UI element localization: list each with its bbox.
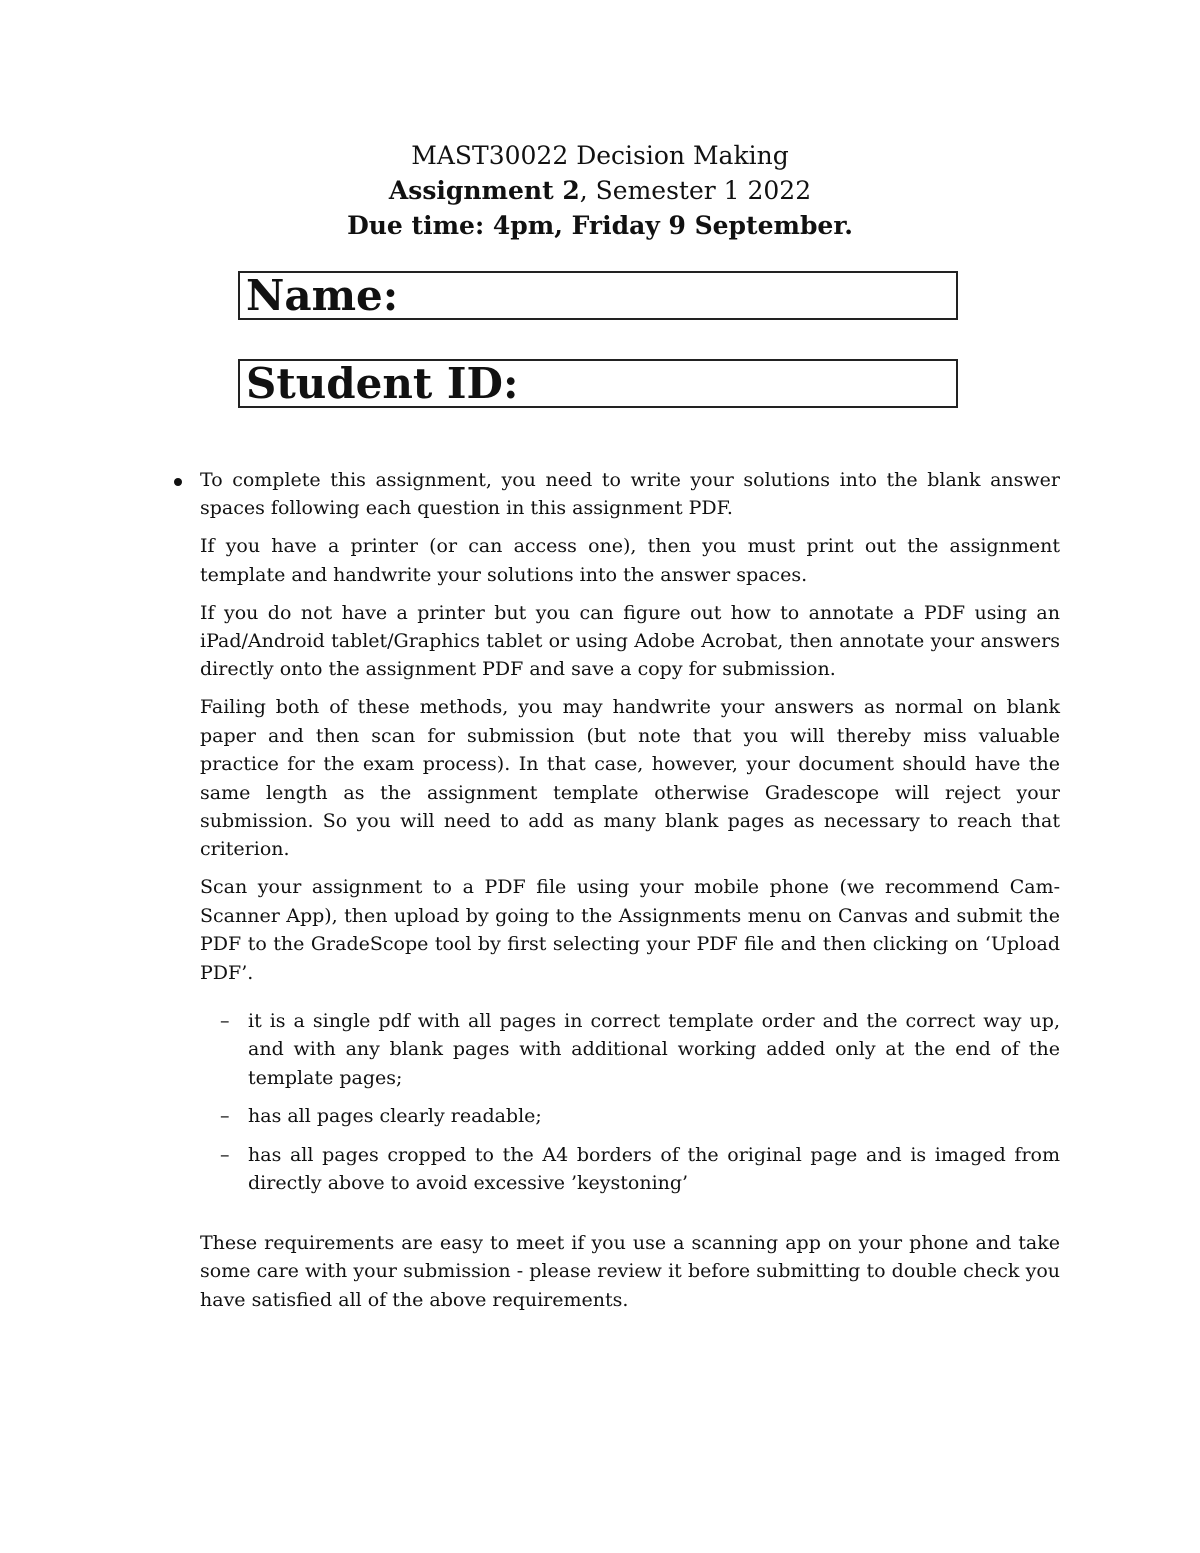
assignment-number: Assignment 2 bbox=[388, 176, 580, 205]
student-id-label: Student ID: bbox=[246, 359, 519, 408]
requirement-text: has all pages clearly readable; bbox=[248, 1105, 542, 1128]
list-item bbox=[200, 1102, 1060, 1130]
requirement-text: has all pages cropped to the A4 borders of the original page and is imaged from directly above to avoid excessive ’keystoning’ bbox=[248, 1143, 1060, 1194]
assignment-line bbox=[0, 174, 1200, 208]
course-title: MAST30022 Decision Making bbox=[411, 141, 789, 170]
closing-paragraph: These requirements are easy to meet if you use a scanning app on your phone and take some care with your submission - please review it before submitting to double check you have satisfied all of the above requirements. bbox=[200, 1232, 1060, 1311]
name-label: Name: bbox=[246, 271, 399, 320]
instructions bbox=[200, 466, 1060, 1207]
dash-icon: – bbox=[220, 1105, 230, 1128]
dash-icon: – bbox=[220, 1143, 230, 1166]
due-time: Due time: 4pm, Friday 9 September. bbox=[347, 211, 853, 240]
list-item bbox=[200, 1141, 1060, 1198]
semester-text: , Semester 1 2022 bbox=[579, 176, 812, 205]
name-field[interactable] bbox=[238, 271, 958, 320]
instruction-paragraph: Failing both of these methods, you may handwrite your answers as normal on blank paper and then scan for submission (but note that you will thereby miss valuable practice for the exam process). In that case, however, your document should have the same length as the assignment template otherwise Gradescope will reject your submission. So you will need to add as many blank pages as necessary to reach that criterion. bbox=[200, 696, 1060, 861]
dash-icon: – bbox=[220, 1009, 230, 1032]
instruction-paragraph: If you have a printer (or can access one), then you must print out the assignment template and handwrite your solutions into the answer spaces. bbox=[200, 535, 1060, 586]
requirements-list bbox=[200, 1007, 1060, 1197]
bullet-icon bbox=[174, 478, 182, 486]
student-id-field[interactable] bbox=[238, 359, 958, 408]
instruction-paragraph: If you do not have a printer but you can figure out how to annotate a PDF using an iPad/Android tablet/Graphics tablet or using Adobe Acrobat, then annotate your answers directly onto the assignment PDF and save a copy for submission. bbox=[200, 601, 1060, 681]
instruction-paragraph: Scan your assignment to a PDF file using your mobile phone (we recommend Cam-Scanner App), then upload by going to the Assignments menu on Canvas and submit the PDF to the GradeScope tool by first selecting your PDF file and then clicking on ‘Upload PDF’. bbox=[200, 876, 1060, 984]
closing-note bbox=[200, 1229, 1060, 1314]
instruction-paragraph: To complete this assignment, you need to write your solutions into the blank answer spaces following each question in this assignment PDF. bbox=[200, 469, 1060, 520]
requirement-text: it is a single pdf with all pages in correct template order and the correct way up, and with any blank pages with additional working added only at the end of the template pages; bbox=[248, 1009, 1060, 1089]
list-item bbox=[200, 1007, 1060, 1092]
